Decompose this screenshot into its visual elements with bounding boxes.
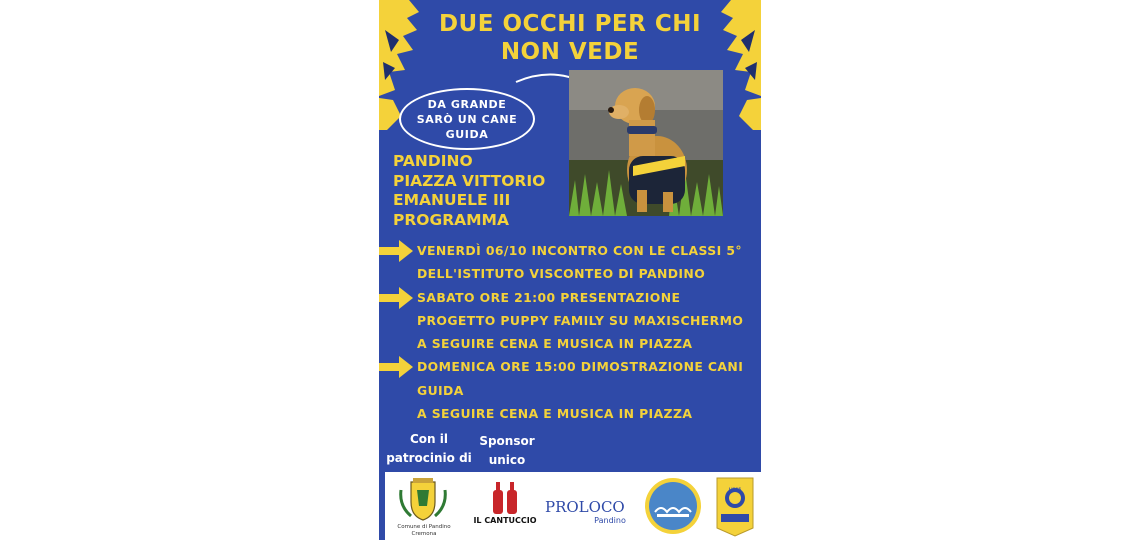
program-text: PROGETTO PUPPY FAMILY SU MAXISCHERMO <box>417 312 744 328</box>
program-line <box>379 286 761 309</box>
program-line <box>379 239 761 262</box>
program-text: DELL'ISTITUTO VISCONTEO DI PANDINO <box>417 266 706 282</box>
sponsor-line-1: Sponsor <box>479 434 535 448</box>
event-poster <box>379 0 761 540</box>
arrow-right-icon <box>379 287 413 309</box>
program-text: GUIDA <box>417 382 464 398</box>
comune-caption-line-2: Cremona <box>411 531 437 537</box>
location-line-4: PROGRAMMA <box>393 210 509 229</box>
location-line-1: PANDINO <box>393 152 473 170</box>
comune-caption-line-1: Comune di Pandino <box>397 524 451 530</box>
program-line <box>379 309 761 332</box>
footer-labels <box>379 428 761 472</box>
sponsor-line-2: unico <box>488 453 526 467</box>
program-text: A SEGUIRE CENA E MUSICA IN PIAZZA <box>417 406 693 422</box>
bubble-line-3: GUIDA <box>445 127 489 141</box>
program-line <box>379 355 761 378</box>
event-location <box>393 152 583 230</box>
program-text: A SEGUIRE CENA E MUSICA IN PIAZZA <box>417 336 693 352</box>
lions-pennant-icon <box>715 476 755 538</box>
program-text: DOMENICA ORE 15:00 DIMOSTRAZIONE CANI <box>417 359 744 375</box>
proloco-name: PROLOCO <box>545 498 625 516</box>
program-line <box>379 262 761 285</box>
comune-crest-icon <box>397 476 449 522</box>
event-program <box>379 239 761 425</box>
bottles-icon <box>487 480 523 516</box>
program-text: VENERDÌ 06/10 INCONTRO CON LE CLASSI 5° <box>417 243 742 258</box>
program-line <box>379 379 761 402</box>
location-line-2: PIAZZA VITTORIO <box>393 171 546 190</box>
proloco-sub: Pandino <box>594 516 626 525</box>
patronage-line-2: patrocinio di <box>386 451 472 465</box>
speech-bubble <box>399 88 535 150</box>
bubble-line-2: SARÒ UN CANE <box>416 112 518 126</box>
comune-caption <box>389 524 459 538</box>
guide-dog-puppy-photo <box>569 70 723 216</box>
sponsor-label <box>475 432 539 470</box>
arrow-right-icon <box>379 356 413 378</box>
sponsor-logos-strip <box>385 472 761 540</box>
lions-badge-label: LIONS <box>729 487 741 491</box>
patronage-label <box>383 430 475 468</box>
title-line-2: NON VEDE <box>500 39 640 65</box>
location-line-3: EMANUELE III <box>393 191 511 209</box>
program-line <box>379 402 761 425</box>
arrow-right-icon <box>379 240 413 262</box>
patronage-line-1: Con il <box>410 432 448 446</box>
program-line <box>379 332 761 355</box>
round-association-badge-icon <box>643 476 703 536</box>
poster-title <box>419 10 721 66</box>
bubble-line-1: DA GRANDE <box>427 97 507 111</box>
title-line-1: DUE OCCHI PER CHI <box>438 11 702 37</box>
cantuccio-name: IL CANTUCCIO <box>473 516 537 525</box>
program-text: SABATO ORE 21:00 PRESENTAZIONE <box>417 289 681 305</box>
